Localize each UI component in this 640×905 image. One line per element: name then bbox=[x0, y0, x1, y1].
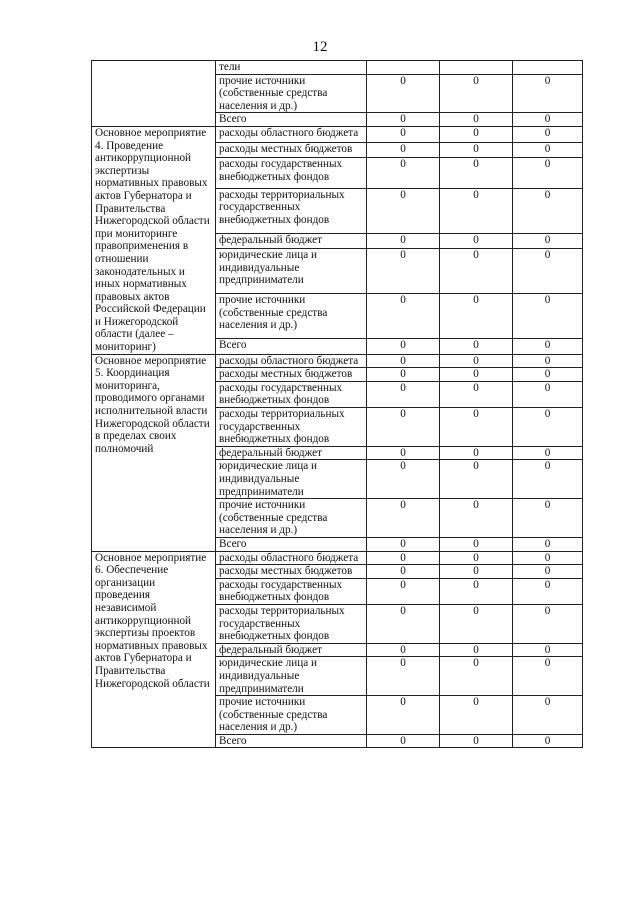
funding-source-cell: расходы территориальных государственных внебюджетных фондов bbox=[216, 188, 367, 233]
value-cell: 0 bbox=[367, 657, 440, 696]
value-cell: 0 bbox=[513, 338, 583, 354]
funding-source-cell: расходы местных бюджетов bbox=[216, 565, 367, 579]
page-number: 12 bbox=[312, 39, 328, 55]
value-cell bbox=[513, 61, 583, 75]
value-cell: 0 bbox=[440, 537, 513, 551]
value-cell: 0 bbox=[367, 338, 440, 354]
value-cell: 0 bbox=[440, 643, 513, 657]
value-cell: 0 bbox=[440, 696, 513, 735]
value-cell: 0 bbox=[440, 233, 513, 249]
value-cell: 0 bbox=[513, 551, 583, 565]
table-row bbox=[92, 126, 583, 142]
value-cell: 0 bbox=[513, 188, 583, 233]
measure-cell: Основное мероприятие 6. Обеспечение организации проведения независимой антикоррупционной экспертизы проектов нормативных правовых актов Губернатора и Правительства Нижегородской области bbox=[92, 551, 216, 748]
value-cell: 0 bbox=[513, 126, 583, 142]
value-cell: 0 bbox=[440, 657, 513, 696]
value-cell: 0 bbox=[440, 142, 513, 158]
value-cell: 0 bbox=[367, 126, 440, 142]
funding-source-cell: юридические лица и индивидуальные предприниматели bbox=[216, 249, 367, 294]
measure-cell bbox=[92, 61, 216, 127]
value-cell: 0 bbox=[513, 381, 583, 407]
value-cell: 0 bbox=[513, 696, 583, 735]
value-cell: 0 bbox=[367, 446, 440, 460]
value-cell: 0 bbox=[513, 537, 583, 551]
funding-source-cell: юридические лица и индивидуальные предприниматели bbox=[216, 657, 367, 696]
value-cell: 0 bbox=[440, 551, 513, 565]
value-cell: 0 bbox=[513, 657, 583, 696]
funding-source-cell: федеральный бюджет bbox=[216, 446, 367, 460]
value-cell: 0 bbox=[367, 158, 440, 188]
value-cell: 0 bbox=[513, 499, 583, 538]
measure-cell: Основное мероприятие 5. Координация мониторинга, проводимого органами исполнительной власти Нижегородской области в пределах своих полномочий bbox=[92, 354, 216, 551]
value-cell: 0 bbox=[440, 74, 513, 113]
funding-source-cell: юридические лица и индивидуальные предприниматели bbox=[216, 460, 367, 499]
funding-source-cell: расходы областного бюджета bbox=[216, 126, 367, 142]
funding-source-cell: прочие источники (собственные средства населения и др.) bbox=[216, 74, 367, 113]
table-row bbox=[92, 551, 583, 565]
value-cell: 0 bbox=[367, 734, 440, 748]
value-cell: 0 bbox=[440, 565, 513, 579]
value-cell: 0 bbox=[513, 233, 583, 249]
table-row bbox=[92, 354, 583, 368]
funding-source-cell: расходы местных бюджетов bbox=[216, 142, 367, 158]
value-cell: 0 bbox=[513, 565, 583, 579]
value-cell: 0 bbox=[440, 446, 513, 460]
funding-source-cell: федеральный бюджет bbox=[216, 643, 367, 657]
value-cell: 0 bbox=[513, 74, 583, 113]
value-cell: 0 bbox=[367, 294, 440, 339]
funding-source-cell: прочие источники (собственные средства населения и др.) bbox=[216, 499, 367, 538]
table-row bbox=[92, 61, 583, 75]
value-cell: 0 bbox=[513, 113, 583, 127]
value-cell: 0 bbox=[367, 368, 440, 382]
value-cell: 0 bbox=[440, 381, 513, 407]
value-cell: 0 bbox=[367, 696, 440, 735]
value-cell: 0 bbox=[513, 734, 583, 748]
value-cell: 0 bbox=[513, 408, 583, 447]
value-cell: 0 bbox=[440, 338, 513, 354]
funding-source-cell: Всего bbox=[216, 734, 367, 748]
funding-source-cell: расходы областного бюджета bbox=[216, 551, 367, 565]
funding-source-cell: тели bbox=[216, 61, 367, 75]
value-cell: 0 bbox=[367, 460, 440, 499]
funding-source-cell: расходы территориальных государственных внебюджетных фондов bbox=[216, 604, 367, 643]
value-cell: 0 bbox=[513, 460, 583, 499]
value-cell: 0 bbox=[513, 158, 583, 188]
funding-source-cell: расходы областного бюджета bbox=[216, 354, 367, 368]
value-cell: 0 bbox=[440, 158, 513, 188]
value-cell: 0 bbox=[367, 74, 440, 113]
funding-source-cell: Всего bbox=[216, 537, 367, 551]
value-cell bbox=[367, 61, 440, 75]
value-cell: 0 bbox=[367, 188, 440, 233]
value-cell: 0 bbox=[440, 368, 513, 382]
funding-source-cell: Всего bbox=[216, 338, 367, 354]
value-cell: 0 bbox=[367, 499, 440, 538]
value-cell: 0 bbox=[513, 249, 583, 294]
value-cell: 0 bbox=[513, 643, 583, 657]
funding-source-cell: федеральный бюджет bbox=[216, 233, 367, 249]
value-cell: 0 bbox=[367, 578, 440, 604]
value-cell: 0 bbox=[513, 354, 583, 368]
value-cell: 0 bbox=[513, 604, 583, 643]
funding-source-cell: расходы государственных внебюджетных фондов bbox=[216, 381, 367, 407]
value-cell: 0 bbox=[513, 368, 583, 382]
value-cell: 0 bbox=[440, 604, 513, 643]
value-cell: 0 bbox=[367, 249, 440, 294]
value-cell: 0 bbox=[440, 113, 513, 127]
value-cell: 0 bbox=[513, 294, 583, 339]
value-cell: 0 bbox=[440, 460, 513, 499]
value-cell: 0 bbox=[440, 188, 513, 233]
funding-source-cell: Всего bbox=[216, 113, 367, 127]
value-cell: 0 bbox=[367, 408, 440, 447]
funding-source-cell: прочие источники (собственные средства населения и др.) bbox=[216, 696, 367, 735]
value-cell bbox=[440, 61, 513, 75]
funding-source-cell: прочие источники (собственные средства населения и др.) bbox=[216, 294, 367, 339]
value-cell: 0 bbox=[440, 249, 513, 294]
value-cell: 0 bbox=[440, 294, 513, 339]
value-cell: 0 bbox=[367, 142, 440, 158]
value-cell: 0 bbox=[440, 734, 513, 748]
value-cell: 0 bbox=[367, 233, 440, 249]
value-cell: 0 bbox=[367, 537, 440, 551]
funding-table bbox=[91, 60, 583, 748]
value-cell: 0 bbox=[367, 565, 440, 579]
funding-source-cell: расходы государственных внебюджетных фондов bbox=[216, 578, 367, 604]
funding-table-body bbox=[92, 61, 583, 748]
value-cell: 0 bbox=[367, 354, 440, 368]
value-cell: 0 bbox=[367, 113, 440, 127]
value-cell: 0 bbox=[440, 578, 513, 604]
measure-cell: Основное мероприятие 4. Проведение антикоррупционной экспертизы нормативных правовых актов Губернатора и Правительства Нижегородской области при мониторинге правоприменения в отношении законодательных и иных нормативных правовых актов Российской Федерации и Нижегородской области (далее – мониторинг) bbox=[92, 126, 216, 354]
funding-source-cell: расходы государственных внебюджетных фондов bbox=[216, 158, 367, 188]
value-cell: 0 bbox=[367, 604, 440, 643]
value-cell: 0 bbox=[367, 551, 440, 565]
value-cell: 0 bbox=[440, 408, 513, 447]
value-cell: 0 bbox=[367, 643, 440, 657]
funding-source-cell: расходы территориальных государственных внебюджетных фондов bbox=[216, 408, 367, 447]
value-cell: 0 bbox=[440, 499, 513, 538]
value-cell: 0 bbox=[513, 446, 583, 460]
value-cell: 0 bbox=[513, 142, 583, 158]
value-cell: 0 bbox=[440, 354, 513, 368]
value-cell: 0 bbox=[440, 126, 513, 142]
funding-source-cell: расходы местных бюджетов bbox=[216, 368, 367, 382]
value-cell: 0 bbox=[367, 381, 440, 407]
value-cell: 0 bbox=[513, 578, 583, 604]
